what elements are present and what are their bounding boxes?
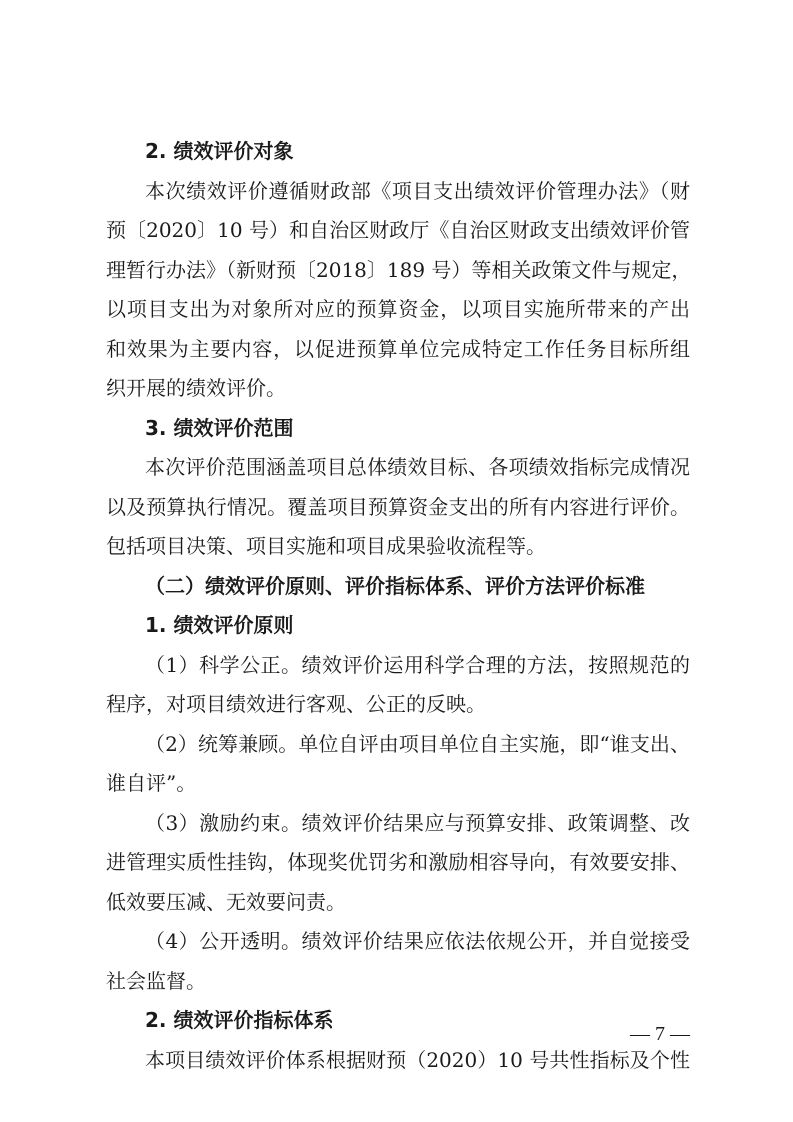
body-text-line: 本次绩效评价遵循财政部《项目支出绩效评价管理办法》（财 [145, 178, 690, 203]
body-text-line: （2）统筹兼顾。单位自评由项目单位自主实施，即“谁支出、 [145, 731, 690, 756]
body-text-line: 理暂行办法》（新财预〔2018〕189 号）等相关政策文件与规定， [106, 257, 692, 282]
body-text-line: （3）激励约束。绩效评价结果应与预算安排、政策调整、改 [145, 810, 690, 835]
body-text-line: 以及预算执行情况。覆盖项目预算资金支出的所有内容进行评价。 [106, 494, 690, 519]
body-text-line: 织开展的绩效评价。 [106, 376, 286, 400]
body-text-line: （4）公开透明。绩效评价结果应依法依规公开，并自觉接受 [145, 929, 690, 953]
body-text-line: 社会监督。 [106, 968, 206, 993]
body-text-line: 谁自评”。 [106, 771, 197, 795]
body-text-line: 本项目绩效评价体系根据财预（2020）10 号共性指标及个性 [145, 1047, 690, 1072]
body-text-line: 和效果为主要内容，以促进预算单位完成特定工作任务目标所组 [106, 336, 690, 361]
body-text-line: 预〔2020〕10 号）和自治区财政厅《自治区财政支出绩效评价管 [106, 218, 690, 242]
section-heading: 2. 绩效评价对象 [145, 139, 294, 163]
body-text-line: 低效要压减、无效要问责。 [106, 889, 346, 914]
section-heading: 2. 绩效评价指标体系 [145, 1008, 334, 1032]
section-heading: 3. 绩效评价范围 [145, 415, 294, 440]
body-text-line: 程序，对项目绩效进行客观、公正的反映。 [106, 692, 486, 716]
body-text-line: （1）科学公正。绩效评价运用科学合理的方法，按照规范的 [145, 652, 690, 677]
body-text-line: 以项目支出为对象所对应的预算资金，以项目实施所带来的产出 [106, 297, 690, 321]
body-text-line: 本次评价范围涵盖项目总体绩效目标、各项绩效指标完成情况 [145, 455, 690, 479]
body-text-line: 进管理实质性挂钩，体现奖优罚劣和激励相容导向，有效要安排、 [106, 850, 690, 874]
body-text-line: 包括项目决策、项目实施和项目成果验收流程等。 [106, 534, 546, 558]
section-heading: 1. 绩效评价原则 [145, 613, 294, 637]
page-number: — 7 — [630, 1023, 690, 1045]
document-body [106, 132, 690, 1080]
section-heading: （二）绩效评价原则、评价指标体系、评价方法评价标准 [145, 573, 645, 598]
